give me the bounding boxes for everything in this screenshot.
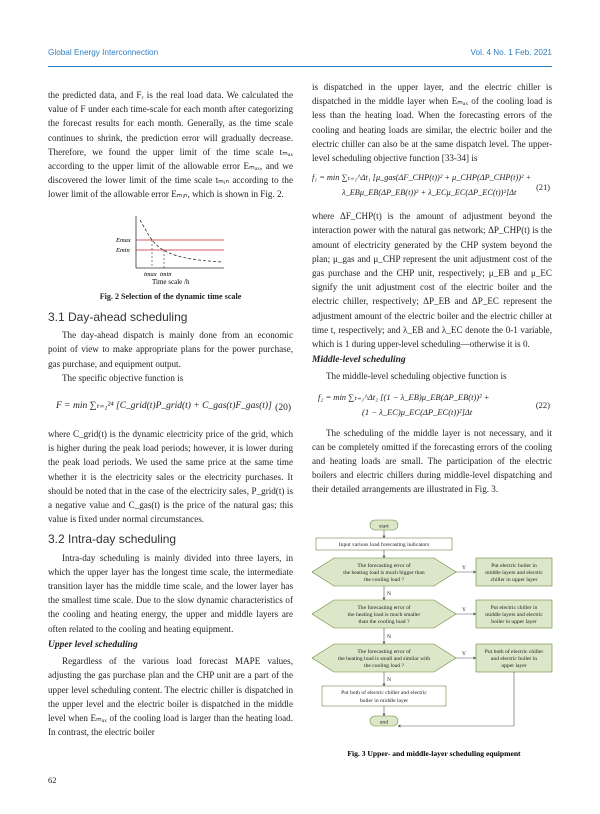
paragraph: The scheduling of the middle layer is not necessary, and it can be completely omitted if the forecasting errors of the cooling and heating loads are small. The participation of the electric boilers and electric chillers during middle-level dispatching and their detailed arrangements are illustrated in Fig. 3.: [312, 427, 552, 495]
equation-21-line2: λ_EBμ_EB(ΔP_EB(t))² + λ_ECμ_EC(ΔP_EC(t))²]Δt: [342, 188, 517, 198]
decision-2-line1: The forecasting error of: [357, 605, 411, 611]
equation-21: [312, 169, 552, 205]
result-3-line3: upper layer: [501, 663, 527, 669]
figure-2-caption: Fig. 2 Selection of the dynamic time scale: [99, 291, 242, 301]
decision-3-line3: the cooling load ?: [364, 663, 404, 669]
no-label: N: [386, 634, 392, 640]
paragraph: where C_grid(t) is the dynamic electricity price of the grid, which is higher during the peak load periods; however, it is lower during the peak load periods. We used the same price at the same time whether it is the electricity sales or the electricity purchases. It should be noted that in the case of the electricity sales, P_grid(t) is a negative value and C_gas(t) is the price of the natural gas; this value is fixed under normal circumstances.: [48, 429, 293, 525]
yes-label: Y: [461, 651, 467, 657]
equation-22-line2: (1 − λ_EC)μ_EC(ΔP_EC(t))²]Δt: [362, 406, 473, 417]
header-rule: [48, 66, 552, 67]
section-3-1-heading: 3.1 Day-ahead scheduling: [48, 310, 188, 325]
equation-20: [48, 391, 293, 421]
equation-21-number: (21): [536, 183, 550, 193]
yes-label: Y: [461, 565, 467, 571]
paragraph: The specific objective function is: [62, 372, 184, 383]
page-number: 62: [48, 775, 57, 785]
equation-20-body: F = min ∑ₜ₌₁²⁴ [C_grid(t)P_grid(t) + C_gas(t)F_gas(t)]: [56, 401, 272, 412]
start-label: start: [379, 523, 389, 530]
equation-21-line1: f₁ = min ∑ₜ₌₁^Δt₁ [μ_gas(ΔF_CHP(t))² + μ_CHP(ΔP_CHP(t))² +: [312, 173, 532, 183]
error-curve: [140, 220, 222, 262]
paragraph: Intra-day scheduling is mainly divided into three layers, in which the upper layer has the longest time scale, the intermediate transition layer has the middle time scale, and the lower layer has the smallest time scale. Due to the slow dynamic characteristics of the cooling and heating energy, the upper and middle layers are often related to the cooling and heating equipment.: [48, 552, 293, 634]
result-3-line2: and electric boiler in: [490, 656, 538, 662]
spacer: [514, 586, 552, 592]
running-header: [48, 48, 552, 62]
decision-3-line2: the heating load is small and similar with: [337, 656, 431, 662]
emax-label: Emax: [116, 236, 131, 244]
result-2-line2: middle layers and electric: [485, 612, 543, 618]
result-2-line3: boiler in upper layer: [491, 619, 537, 625]
decision-1-line1: The forecasting error of: [357, 563, 411, 569]
no-label: N: [386, 677, 392, 683]
result-1-line3: chiller in upper layer: [490, 577, 538, 583]
equation-22-number: (22): [535, 399, 550, 410]
tmin-label: tmin: [160, 270, 172, 278]
paragraph: where ΔF_CHP(t) is the amount of adjustment beyond the interaction power with the natural gas network; ΔP_CHP(t) is the amount of electricity generated by the CHP system beyond the plan; μ_gas and μ_CHP represent the unit adjustment cost of the gas purchase and the CHP unit, respectively; μ_EB and μ_EC signify the unit adjustment cost of the electric boiler and the electric chiller, respectively; ΔP_EB and ΔP_EC represent the adjustment amount of the electric boiler and the electric chiller at time t, respectively; and λ_EB and λ_EC denote the 0-1 variable, which is 1 during upper-level scheduling—otherwise it is 0.: [312, 211, 552, 350]
subheading-upper-level: Upper level scheduling: [48, 639, 138, 650]
section-3-2-heading: 3.2 Intra-day scheduling: [48, 532, 177, 547]
journal-name: Global Energy Interconnection: [48, 48, 159, 57]
x-axis-title: Time scale /h: [152, 277, 190, 286]
figure-2: [48, 212, 293, 304]
decision-2-line2: the heating load is much smaller: [347, 612, 421, 618]
result-2-line1: Put electric chiller in: [490, 605, 538, 611]
equation-22-line1: f₂ = min ∑ₜ₌₁^Δt₂ [(1 − λ_EB)μ_EB(ΔP_EB(t))² +: [318, 391, 490, 402]
paragraph: The middle-level scheduling objective function is: [326, 371, 507, 382]
equation-22: [312, 388, 552, 422]
result-1-line1: Put electric boiler in: [491, 563, 537, 569]
decision-3-line1: The forecasting error of: [357, 649, 411, 655]
result-3-line1: Put both of electric chiller: [484, 649, 544, 655]
decision-2-line3: than the cooling load ?: [358, 619, 410, 625]
volume-info: Vol. 4 No. 1 Feb. 2021: [470, 48, 552, 57]
decision-1-line3: the cooling load ?: [364, 577, 404, 583]
decision-1-line2: the heating load is much bigger than: [343, 570, 425, 576]
middle-layer-line1: Put both of electric chiller and electric: [341, 690, 427, 696]
equation-20-number: (20): [275, 403, 291, 414]
yes-label: Y: [461, 607, 467, 613]
paragraph: Regardless of the various load forecast MAPE values, adjusting the gas purchase plan and the CHP unit are a part of the upper level scheduling content. The electric chiller is dispatched in the upper level and the electric boiler is dispatched in the middle level when Eₘₐₓ of the cooling load is larger than the heating load. In contrast, the electric boiler: [48, 656, 293, 738]
input-label: Input various load forecasting indicators: [338, 542, 430, 548]
no-label: N: [386, 591, 392, 597]
figure-3-flowchart: [312, 516, 556, 762]
tmax-label: tmax: [144, 270, 157, 278]
emin-label: Emin: [116, 246, 130, 254]
paragraph: the predicted data, and Fᵣ is the real load data. We calculated the value of F under each time-scale for each month after categorizing the forecast results for each month. Generally, as the time scale continues to shrink, the prediction error will gradually decrease. Therefore, we found the upper limit of the time scale tₘₐₓ according to the upper limit of the allowable error Eₘₐₓ, and we discovered the lower limit of the time scale tₘᵢₙ according to the lower limit of the allowable error Eₘᵢₙ, which is shown in Fig. 2.: [48, 90, 293, 200]
result-1-line2: middle layers and electric: [485, 570, 543, 576]
paragraph: The day-ahead dispatch is mainly done from an economic point of view to make appropriate plans for the power purchase, gas purchase, and equipment output.: [48, 330, 293, 369]
end-label: end: [379, 719, 389, 726]
figure-2-plot: [48, 212, 293, 286]
figure-3-caption: Fig. 3 Upper- and middle-layer scheduling equipment: [347, 749, 521, 758]
paragraph: is dispatched in the upper layer, and the electric chiller is dispatched in the middle layer when Eₘₐₓ of the cooling load is less than the heating load. When the forecasting errors of the cooling and heating loads are similar, the electric boiler and the electric chiller can also be at the same dispatch level. The upper-level scheduling objective function [33-34] is: [312, 82, 552, 164]
subheading-middle-level: Middle-level scheduling: [312, 355, 406, 366]
middle-layer-line2: boiler in middle layer: [359, 698, 409, 704]
left-column: [48, 88, 293, 739]
right-column: [312, 80, 552, 497]
